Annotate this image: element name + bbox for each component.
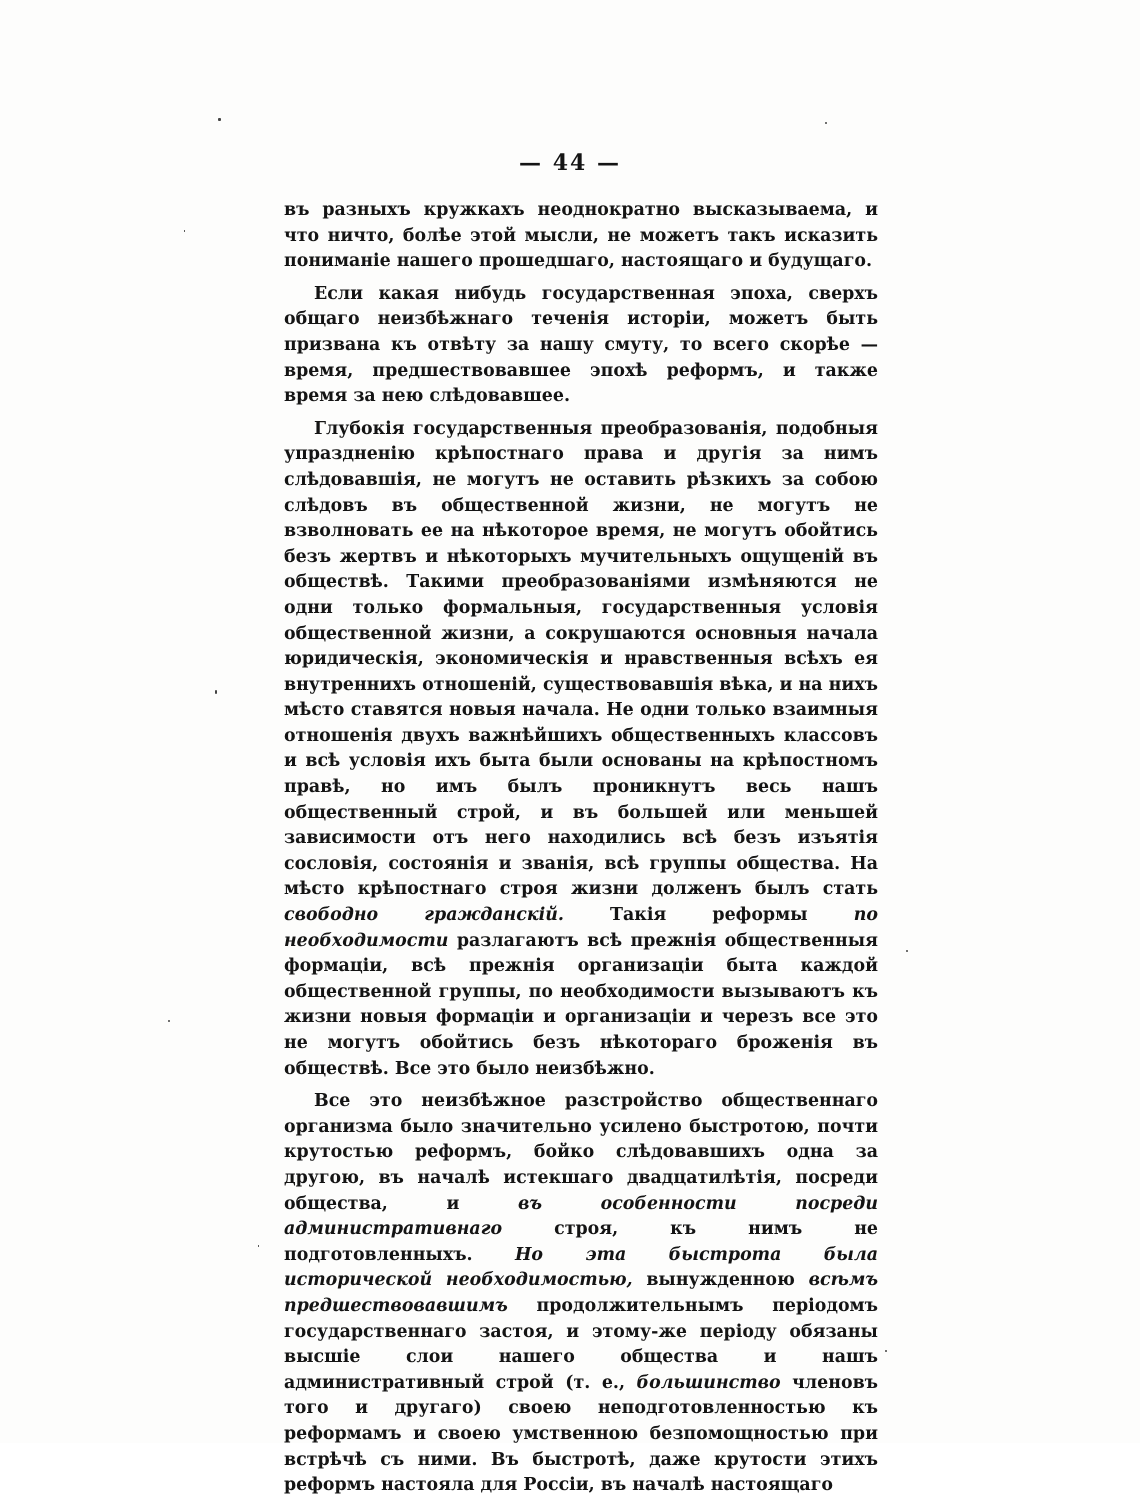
paragraph-1-text: въ разныхъ кружкахъ неоднократно высказываема, и что ничто, болѣе этой мысли, не можетъ такъ исказить пониманіе нашего прошедшаго, настоящаго и будущаго. xyxy=(284,200,878,272)
paragraph-4-text: вынужденною xyxy=(632,1270,809,1291)
paragraph-4 xyxy=(284,1089,878,1499)
italic-phrase: свободно гражданскій. xyxy=(284,905,564,926)
scan-speck xyxy=(258,1245,259,1247)
paragraph-3 xyxy=(284,417,878,1082)
paragraph-2 xyxy=(284,282,878,410)
paragraph-4-text: членовъ того и другаго) своею неподготовленностью къ реформамъ и своею умственною безпомощностью при встрѣчѣ съ ними. Въ быстротѣ, даже крутости этихъ реформъ настояла для Россіи, въ началѣ настоящаго xyxy=(284,1372,878,1496)
italic-phrase: по необходимости xyxy=(284,905,879,951)
paragraph-3-text: разлагаютъ всѣ прежнія общественныя формаціи, всѣ прежнія организаціи быта каждой общественной группы, по необходимости вызываютъ къ жизни новыя формаціи и организаціи и черезъ все это не могутъ обойтись безъ нѣкотораго броженія въ обществѣ. Все это было неизбѣжно. xyxy=(284,930,878,1079)
body-text xyxy=(284,198,878,1506)
italic-phrase: большинство xyxy=(636,1372,781,1393)
italic-phrase: Но эта быстрота была исторической необходимостью, xyxy=(284,1244,878,1291)
scan-speck xyxy=(184,230,185,232)
page-number: — 44 — xyxy=(519,150,621,176)
scan-speck xyxy=(885,1350,887,1352)
paragraph-1 xyxy=(284,198,878,275)
scan-speck xyxy=(215,690,217,694)
scan-speck xyxy=(218,118,221,121)
italic-phrase: въ особенности посреди административнаго xyxy=(284,1193,879,1240)
paragraph-3-text: Глубокія государственныя преобразованія, подобныя упраздненію крѣпостнаго права и другія за нимъ слѣдовавшія, не могутъ не оставить рѣзкихъ за собою слѣдовъ въ общественной жизни, не могутъ не взволновать ее на нѣкоторое время, не могутъ обойтись безъ жертвъ и нѣкоторыхъ мучительныхъ ощущеній въ обществѣ. Такими преобразованіями измѣняются не одни только формальныя, государственныя условія общественной жизни, а сокрушаются основныя начала юридическія, экономическія и нравственныя всѣхъ ея внутреннихъ отношеній, существовавшія вѣка, и на нихъ мѣсто ставятся новыя начала. Не одни только взаимныя отношенія двухъ важнѣйшихъ общественныхъ классовъ и всѣ условія ихъ быта были основаны на крѣпостномъ правѣ, но имъ былъ проникнутъ весь нашъ общественный строй, и въ большей или меньшей зависимости отъ него находились всѣ безъ изъятія сословія, состоянія и званія, всѣ группы общества. На мѣсто крѣпостнаго строя жизни долженъ былъ стать xyxy=(284,418,878,900)
scan-speck xyxy=(825,122,827,124)
paragraph-4-text: продолжительнымъ періодомъ государственнаго застоя, и этому-же періоду обязаны высшіе слои нашего общества и нашъ административный строй (т. е., xyxy=(284,1295,878,1393)
paragraph-3-text: Такія реформы xyxy=(563,905,854,926)
paragraph-4-text: Все это неизбѣжное разстройство общественнаго организма было значительно усилено быстротою, почти крутостью реформъ, бойко слѣдовавшихъ одна за другою, въ началѣ истекшаго двадцатилѣтія, посреди общества, и xyxy=(284,1091,878,1214)
scan-speck xyxy=(168,1020,170,1022)
scan-speck xyxy=(906,950,908,952)
italic-phrase: всѣмъ предшествовавшимъ xyxy=(284,1270,879,1316)
paragraph-2-text: Если какая нибудь государственная эпоха, сверхъ общаго неизбѣжнаго теченія исторіи, можетъ быть призвана къ отвѣту за нашу смуту, то всего скорѣе — время, предшествовавшее эпохѣ реформъ, и также время за нею слѣдовавшее. xyxy=(284,283,878,407)
paragraph-4-text: строя, къ нимъ не подготовленныхъ. xyxy=(284,1219,878,1265)
